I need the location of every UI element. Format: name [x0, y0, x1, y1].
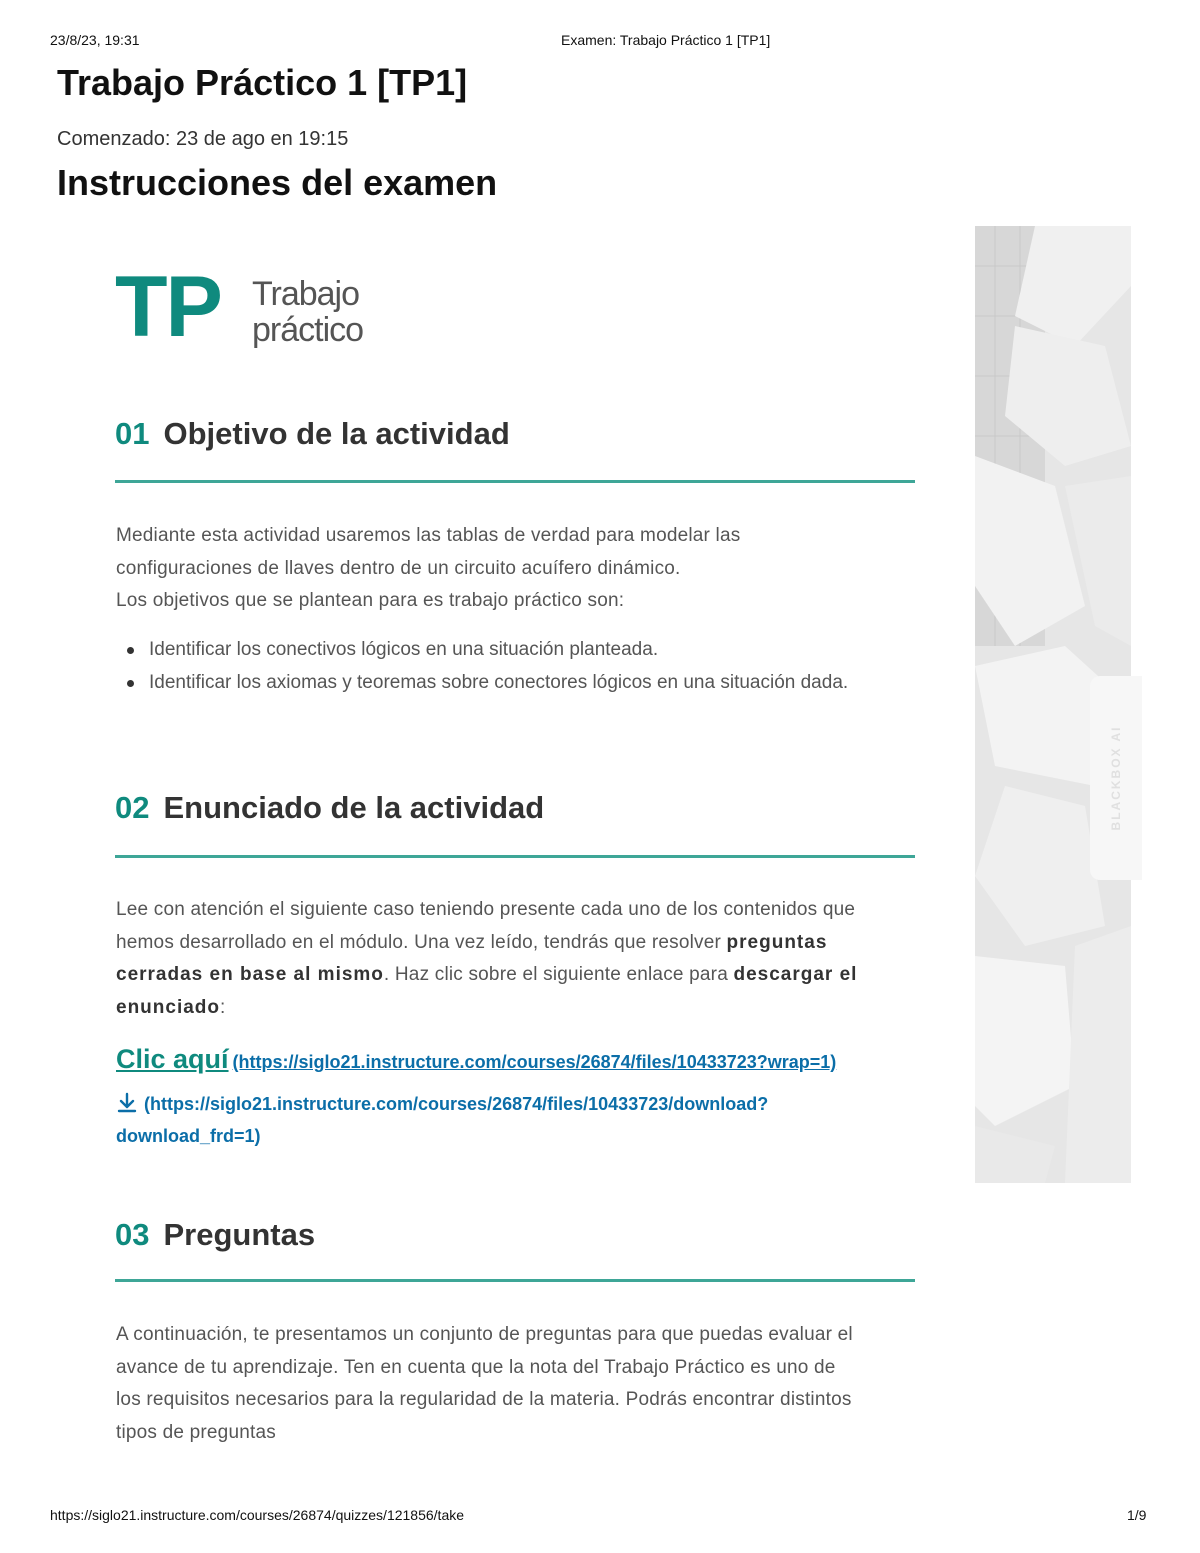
section-title: Enunciado de la actividad	[163, 790, 545, 825]
download-row	[116, 1088, 876, 1152]
section-number: 03	[115, 1217, 150, 1252]
statement-part: :	[220, 996, 226, 1018]
section-title: Objetivo de la actividad	[163, 416, 510, 451]
started-value: 23 de ago en 19:15	[175, 128, 349, 150]
section-number: 02	[115, 790, 150, 825]
list-item: Identificar los axiomas y teoremas sobre conectores lógicos en una situación dada.	[116, 667, 906, 700]
file-url-link[interactable]: (https://siglo21.instructure.com/courses/26874/files/10433723?wrap=1)	[232, 1052, 837, 1072]
download-link-row	[116, 1044, 836, 1075]
started-info	[57, 128, 348, 151]
statement-bold: preguntas cerradas en base al mismo	[116, 931, 828, 985]
logo-wordmark	[252, 276, 363, 348]
objective-line: Los objetivos que se plantean para es trabajo práctico son:	[116, 590, 625, 611]
print-doc-title: Examen: Trabajo Práctico 1 [TP1]	[561, 32, 771, 48]
print-datetime: 23/8/23, 19:31	[50, 32, 140, 48]
clic-aqui-link[interactable]: Clic aquí	[116, 1044, 229, 1074]
section-title: Preguntas	[163, 1217, 316, 1252]
section-number: 01	[115, 416, 150, 451]
section-divider	[115, 480, 915, 483]
side-tab-label: BLACKBOX AI	[1109, 725, 1123, 831]
questions-intro: A continuación, te presentamos un conjunto de preguntas para que puedas evaluar el avance de tu aprendizaje. Ten en cuenta que la nota del Trabajo Práctico es uno de los requisitos necesarios para la regularidad de la materia. Podrás encontrar distintos tipos de preguntas	[116, 1324, 853, 1443]
section-heading-02	[115, 790, 544, 826]
objective-line: Mediante esta actividad usaremos las tablas de verdad para modelar las	[116, 525, 741, 546]
objective-line: configuraciones de llaves dentro de un circuito acuífero dinámico.	[116, 557, 681, 579]
section-divider	[115, 855, 915, 858]
started-label: Comenzado:	[57, 128, 171, 150]
logo-line-1: Trabajo	[252, 275, 360, 313]
section-heading-01	[115, 416, 510, 452]
download-icon[interactable]	[116, 1092, 138, 1114]
section-heading-03	[115, 1217, 315, 1253]
statement-part: Lee con atención el siguiente caso teniendo presente cada uno de los contenidos que hemos desarrollado en el módulo. Una vez leído, tendrás que resolver	[116, 899, 856, 953]
objective-text	[116, 520, 916, 618]
logo-mark: TP	[115, 259, 221, 355]
instructions-title: Instrucciones del examen	[57, 162, 498, 203]
objectives-list	[116, 634, 906, 699]
logo-line-2: práctico	[252, 311, 364, 349]
download-url-link[interactable]: (https://siglo21.instructure.com/courses/26874/files/10433723/download?download_frd=1)	[116, 1094, 769, 1146]
section-divider	[115, 1279, 915, 1282]
page-number: 1/9	[1127, 1507, 1147, 1523]
print-url: https://siglo21.instructure.com/courses/26874/quizzes/121856/take	[50, 1507, 465, 1523]
quiz-title: Trabajo Práctico 1 [TP1]	[57, 62, 468, 103]
statement-bold: descargar el enunciado	[116, 964, 858, 1018]
statement-text	[116, 894, 906, 1024]
list-item: Identificar los conectivos lógicos en una situación planteada.	[116, 634, 906, 667]
statement-part: . Haz clic sobre el siguiente enlace para	[383, 964, 728, 985]
